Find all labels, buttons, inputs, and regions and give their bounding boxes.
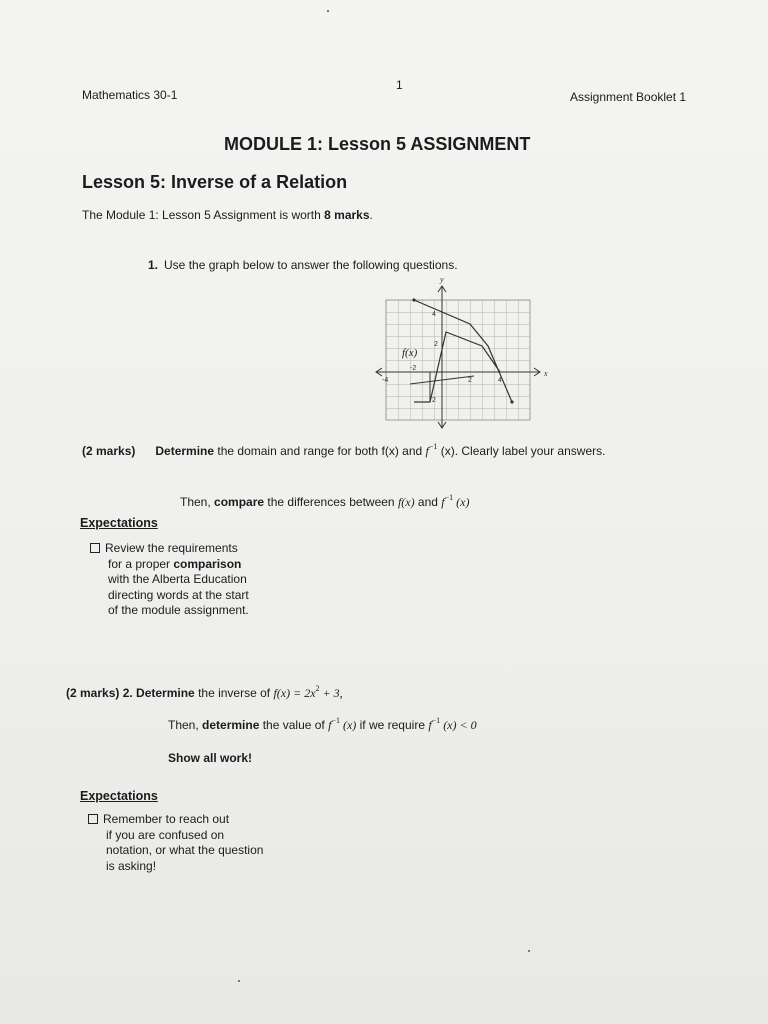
tick-y-4: 4 bbox=[432, 311, 436, 318]
inverse-exponent: −1 bbox=[431, 716, 441, 725]
point-end bbox=[510, 400, 513, 403]
point-start bbox=[412, 298, 415, 301]
course-name: Mathematics 30-1 bbox=[82, 88, 178, 102]
q2-tail: + 3, bbox=[319, 686, 343, 700]
tick-x-neg4: -4 bbox=[382, 377, 389, 384]
question-1-text-b: (x). Clearly label your answers. bbox=[437, 444, 606, 458]
inverse-exponent: −1 bbox=[331, 716, 340, 725]
exp1-line4: directing words at the start bbox=[108, 587, 249, 602]
question-1-verb: Determine bbox=[155, 444, 215, 458]
paper-speck bbox=[238, 980, 240, 982]
x-argument: (x) bbox=[443, 718, 457, 732]
compare-prefix: Then, bbox=[180, 495, 215, 509]
x-argument: (x) bbox=[456, 495, 470, 509]
fx-symbol: f(x) bbox=[397, 495, 415, 509]
question-1-intro bbox=[148, 258, 458, 272]
q2-then: Then, bbox=[168, 718, 203, 732]
tick-x-2: 2 bbox=[468, 377, 472, 384]
q2-then-if: if we require bbox=[356, 718, 429, 732]
tick-x-neg2: -2 bbox=[410, 365, 417, 372]
checkbox-icon[interactable] bbox=[90, 543, 100, 553]
tick-y-2: 2 bbox=[434, 341, 438, 348]
fx-label: f(x) bbox=[402, 347, 418, 359]
question-1-task bbox=[82, 444, 605, 459]
q2-func: f(x) = 2x bbox=[273, 686, 316, 700]
show-work-note: Show all work! bbox=[168, 751, 253, 765]
question-2-marks: (2 marks) 2. bbox=[66, 686, 133, 700]
compare-and: and bbox=[414, 495, 442, 509]
question-1-marks: (2 marks) bbox=[82, 444, 136, 458]
f-symbol: f bbox=[425, 444, 429, 458]
expectations-1-item bbox=[90, 541, 290, 619]
module-title: MODULE 1: Lesson 5 ASSIGNMENT bbox=[224, 134, 531, 154]
tick-x-4: 4 bbox=[498, 377, 502, 384]
less-than-zero: < 0 bbox=[456, 718, 477, 732]
x-argument: (x) bbox=[342, 718, 357, 732]
y-axis-label: y bbox=[440, 275, 444, 284]
question-1-intro-text: Use the graph below to answer the following questions. bbox=[164, 258, 458, 272]
exp2-line3: notation, or what the question bbox=[106, 843, 264, 857]
expectations-2-item bbox=[88, 812, 308, 874]
checkbox-icon[interactable] bbox=[88, 814, 98, 824]
exp2-line2: if you are confused on bbox=[106, 827, 225, 842]
page-number: 1 bbox=[396, 78, 403, 92]
f-inverse-x-symbol bbox=[328, 718, 356, 732]
f-symbol: f bbox=[441, 495, 445, 509]
question-2-verb: Determine bbox=[136, 686, 195, 700]
question-2-followup bbox=[168, 718, 477, 733]
paper-speck bbox=[528, 950, 530, 952]
q2-exponent: 2 bbox=[315, 684, 320, 693]
compare-text: the differences between bbox=[264, 495, 398, 509]
f-inverse-symbol bbox=[426, 444, 438, 458]
q2-then-verb: determine bbox=[202, 718, 260, 732]
question-1-number: 1. bbox=[148, 258, 159, 272]
function-graph bbox=[372, 272, 552, 430]
compare-verb: compare bbox=[214, 495, 265, 509]
inverse-exponent: −1 bbox=[428, 442, 438, 451]
exp1-line1: Review the requirements bbox=[105, 541, 238, 555]
expectations-1-heading: Expectations bbox=[80, 516, 158, 530]
booklet-name: Assignment Booklet 1 bbox=[570, 90, 687, 104]
question-1-text-a: the domain and range for both f(x) and bbox=[214, 444, 426, 458]
worth-marks: 8 marks bbox=[324, 208, 370, 222]
f-symbol: f bbox=[328, 718, 332, 732]
worth-prefix: The Module 1: Lesson 5 Assignment is worth bbox=[82, 208, 325, 222]
question-2-task bbox=[66, 686, 343, 701]
f-inverse-x-symbol bbox=[441, 495, 469, 509]
inverse-exponent: −1 bbox=[444, 493, 454, 502]
q2-then-text: the value of bbox=[259, 718, 329, 732]
question-2-text: the inverse of bbox=[194, 686, 274, 700]
assignment-worth bbox=[82, 208, 373, 222]
exp1-line3: with the Alberta Education bbox=[108, 572, 247, 586]
exp2-line4: is asking! bbox=[106, 858, 157, 873]
question-1-compare bbox=[180, 495, 469, 510]
tick-y-neg2: 2 bbox=[432, 397, 436, 404]
paper-speck bbox=[327, 10, 329, 12]
exp1-bold: comparison bbox=[173, 556, 242, 571]
exp1-line2: for a proper bbox=[108, 556, 174, 571]
f-symbol: f bbox=[428, 718, 432, 732]
worth-suffix: . bbox=[369, 208, 373, 222]
exp1-line5: of the module assignment. bbox=[108, 603, 249, 617]
f-inverse-x-symbol bbox=[428, 718, 476, 732]
expectations-2-heading: Expectations bbox=[80, 789, 158, 803]
lesson-title: Lesson 5: Inverse of a Relation bbox=[82, 172, 348, 192]
exp2-line1: Remember to reach out bbox=[103, 812, 230, 826]
question-2-function bbox=[273, 686, 342, 700]
graph-grid bbox=[386, 300, 530, 420]
x-axis-label: x bbox=[544, 369, 548, 378]
